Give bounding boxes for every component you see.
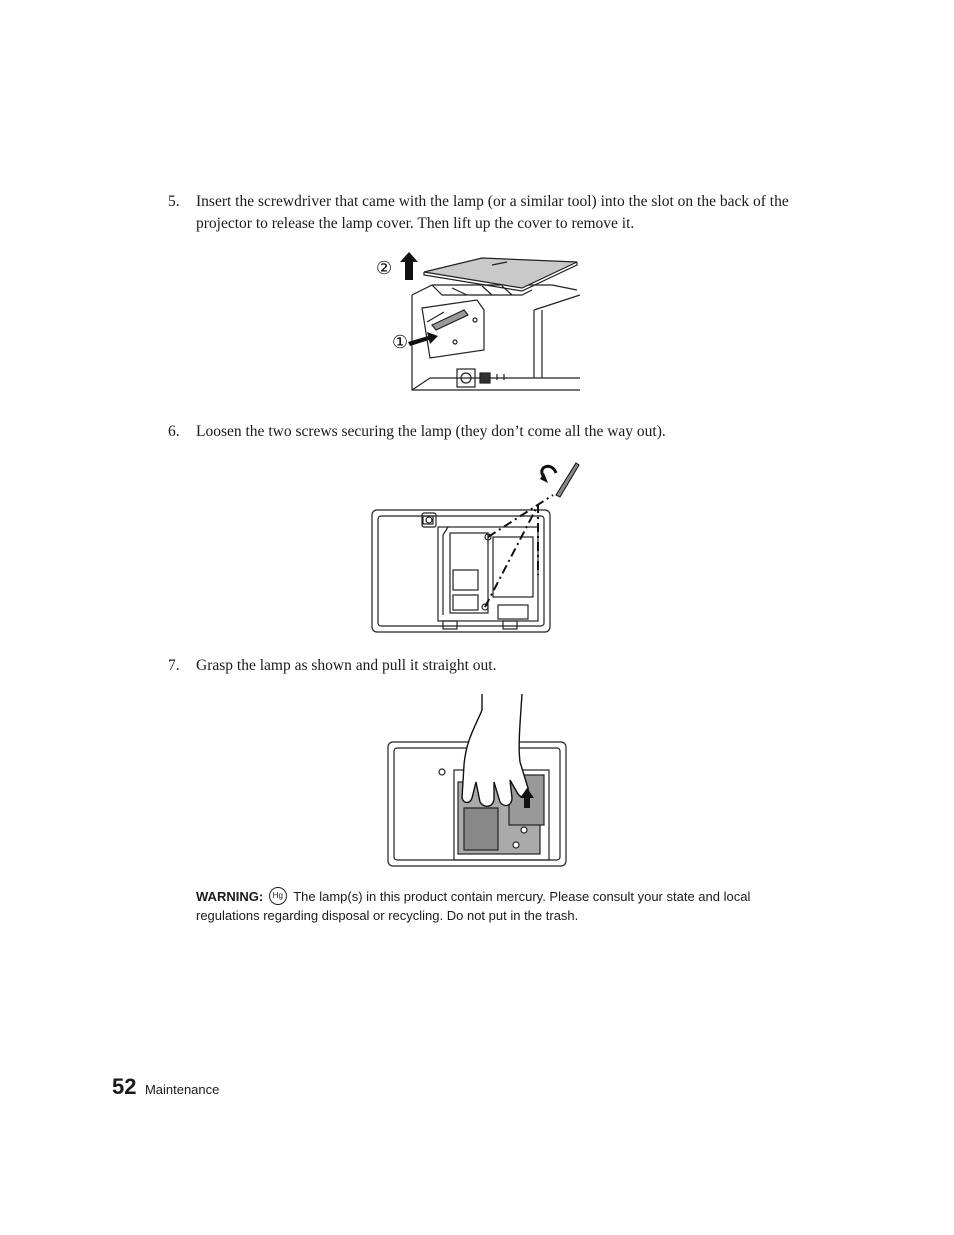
- lamp-cover-removal-illustration: [372, 250, 582, 398]
- pull-lamp-illustration: [384, 690, 570, 870]
- mercury-warning: [196, 888, 786, 924]
- step-text: Loosen the two screws securing the lamp (they don’t come all the way out).: [196, 423, 666, 440]
- step-number: 7.: [168, 657, 180, 674]
- callout-1: ①: [392, 332, 409, 353]
- page-footer: [112, 1074, 219, 1100]
- page-number: 52: [112, 1074, 137, 1099]
- section-name: Maintenance: [144, 1082, 220, 1097]
- warning-text: The lamp(s) in this product contain mercury. Please consult your state and local regulations regarding disposal or recycling. Do not put in the trash.: [196, 889, 751, 923]
- step-number: 6.: [168, 423, 180, 440]
- warning-label: WARNING:: [196, 889, 264, 904]
- mercury-icon: Hg: [269, 887, 287, 905]
- callout-2: ②: [376, 258, 393, 279]
- step-text: Grasp the lamp as shown and pull it straight out.: [196, 657, 497, 674]
- loosen-screws-illustration: [368, 455, 588, 637]
- step-text: Insert the screwdriver that came with the lamp (or a similar tool) into the slot on the back of the projector to release the lamp cover. Then lift up the cover to remove it.: [196, 193, 789, 232]
- step-number: 5.: [168, 193, 180, 210]
